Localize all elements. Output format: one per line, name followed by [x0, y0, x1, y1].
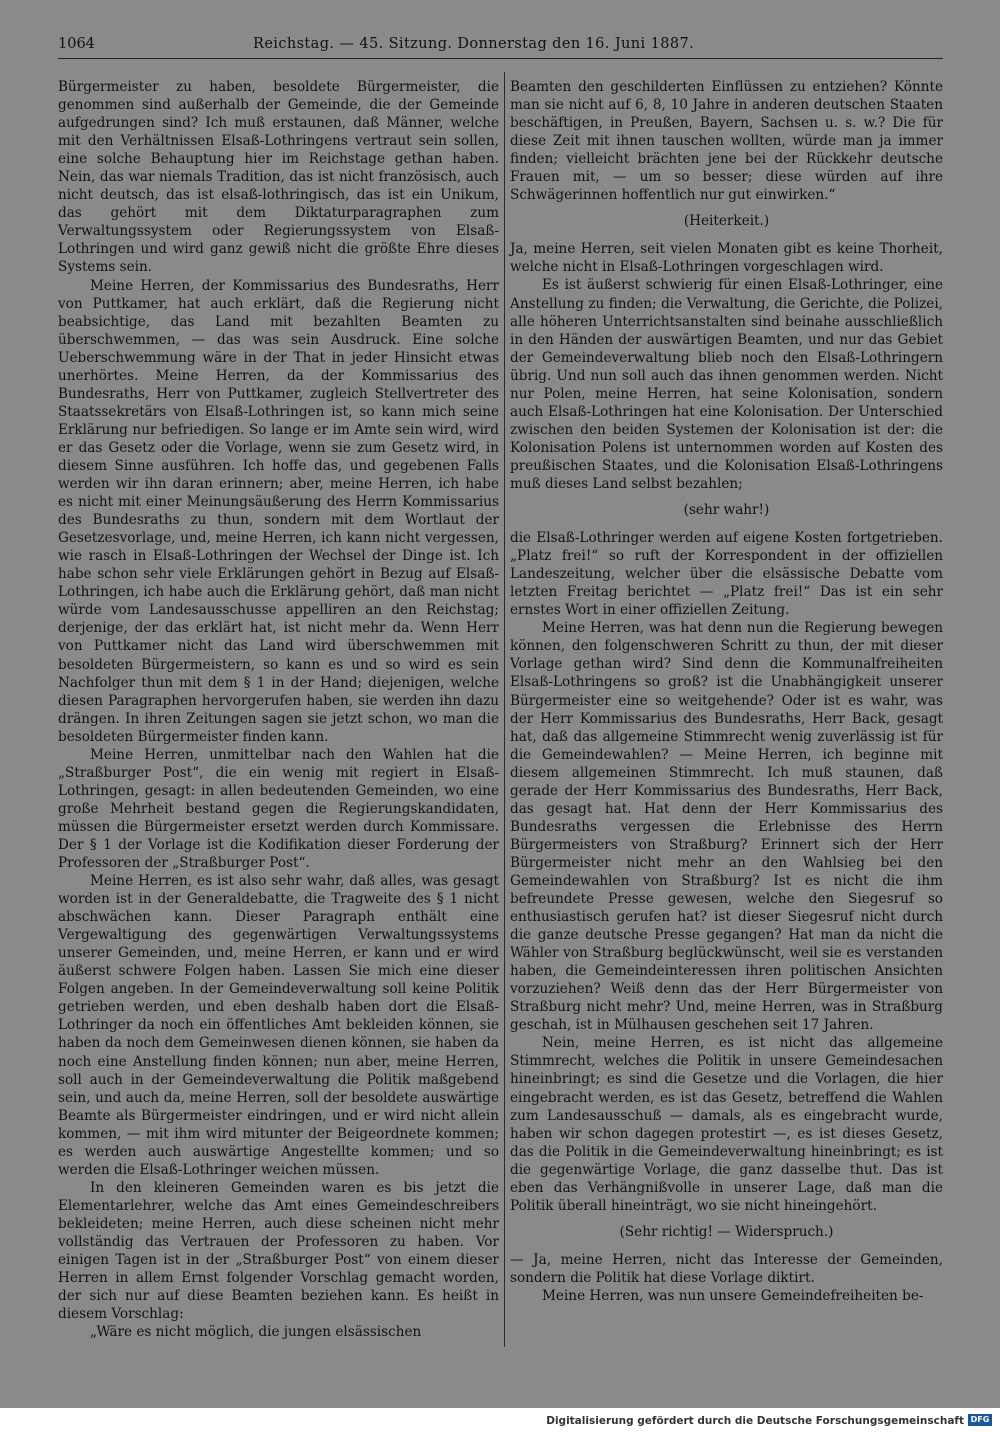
interjection: (Sehr richtig! — Widerspruch.) [619, 1223, 834, 1240]
paragraph: die Elsaß-Lothringer werden auf eigene Kosten fortgetrieben. „Platz frei!“ so ruft der Korrespondent in der offiziellen Landeszeitung, welcher über die elsässische Debatte vom letzten Freitag berichtet — „Platz frei!“ Das ist ein sehr ernstes Wort in einer offiziellen Zeitung. [510, 530, 943, 619]
paragraph: Meine Herren, der Kommissarius des Bundesraths, Herr von Puttkamer, hat auch erklärt, daß die Regierung nicht beabsichtige, das Land mit bezahlten Beamten zu überschwemmen, — das was sein Ausdruck. Eine solche Ueberschwemmung wäre in der That in jeder Hinsicht etwas unerhörtes. Meine Herren, da der Kommissarius des Bundesraths, Herr von Puttkamer, zugleich Stellvertreter des Staatssekretärs von Elsaß-Lothringen ist, so kann mich seine Erklärung nur befriedigen. So lange er im Amte sein wird, wird er das Gesetz oder die Vorlage, wenn sie zum Gesetz wird, in diesem Sinne ausführen. Ich hoffe das, und gegebenen Falls werden wir ihn daran erinnern; aber, meine Herren, ich habe es nicht mit einer Meinungsäußerung des Herrn Kommissarius des Bundesraths zu thun, sondern mit dem Wortlaut der Gesetzesvorlage, und, meine Herren, ich kann nicht vergessen, wie rasch in Elsaß-Lothringen der Wechsel der Dinge ist. Ich habe schon sehr viele Erklärungen gehört in Bezug auf Elsaß-Lothringen, ich habe auch die Erklärung gehört, daß man nicht würde vom Landesausschusse appelliren an den Reichstag; derjenige, der das erklärt hat, ist nicht mehr da. Wenn Herr von Puttkamer nicht das Land wird überschwemmen mit besoldeten Bürgermeistern, so kann es und so wird es sein Nachfolger thun mit dem § 1 in der Hand; diejenigen, welche diesen Paragraphen hervorgerufen haben, sie werden ihn dazu drängen. In ihren Zeitungen sagen sie jetzt schon, wo man die besoldeten Bürgermeister finden kann. [58, 277, 499, 745]
column-divider [504, 72, 505, 1347]
header-rule [58, 58, 943, 59]
running-title: Reichstag. — 45. Sitzung. Donnerstag den 16. Juni 1887. [253, 36, 695, 52]
interjection: (sehr wahr!) [683, 502, 770, 519]
dfg-logo-icon: DFG [968, 1414, 992, 1426]
paragraph: Meine Herren, was hat denn nun die Regierung bewegen können, den folgenschweren Schritt zu thun, der mit dieser Vorlage gethan wird? Sind denn die Kommunalfreiheiten Elsaß-Lothringens so groß? ist die Unabhängigkeit unserer Bürgermeister eine so weitgehende? Oder ist es wahr, was der Herr Kommissarius des Bundesraths, Herr Back, gesagt hat, daß das allgemeine Stimmrecht wenig zuverlässig ist für die Gemeindewahlen? — Meine Herren, ich beginne mit diesem allgemeinen Stimmrecht. Ich muß staunen, daß gerade der Herr Kommissarius des Bundesraths, Herr Back, das gesagt hat. Hat denn der Herr Kommissarius des Bundesraths vergessen die Erlebnisse des Herrn Bürgermeisters von Straßburg? Erinnert sich der Herr Bürgermeister nicht mehr an den Wahlsieg bei den Gemeindewahlen von Straßburg? Ist es nicht die ihm befreundete Presse gewesen, welche den Siegesruf so enthusiastisch gerufen hat? ist dieser Siegesruf nicht durch die ganze deutsche Presse gegangen? Hat man da nicht die Wähler von Straßburg beglückwünscht, weil sie es verstanden haben, die Gemeindeinteressen ihren politischen Ansichten vorzuziehen? Weiß denn das der Herr Bürgermeister von Straßburg nicht mehr? Und, meine Herren, was in Straßburg geschah, ist in Mülhausen geschehen seit 17 Jahren. [510, 620, 943, 1034]
paragraph: Es ist äußerst schwierig für einen Elsaß-Lothringer, eine Anstellung zu finden; die Verwaltung, die Gerichte, die Polizei, alle höheren Unterrichtsanstalten sind beinahe ausschließlich in den Händen der auswärtigen Beamten, und nur das Gebiet der Gemeindeverwaltung blieb noch den Elsaß-Lothringern übrig. Und nun soll auch das ihnen genommen werden. Nicht nur Polen, meine Herren, hat seine Kolonisation, sondern auch Elsaß-Lothringen hat eine Kolonisation. Der Unterschied zwischen den beiden Systemen der Kolonisation ist der: die Kolonisation Polens ist unternommen worden auf Kosten des preußischen Staates, und die Kolonisation Elsaß-Lothringens muß dieses Land selbst bezahlen; [510, 277, 943, 492]
paragraph: Nein, meine Herren, es ist nicht das allgemeine Stimmrecht, welches die Politik in unsere Gemeindesachen hineinbringt; es sind die Gesetze und die Vorlagen, die hier eingebracht werden, es ist das Gesetz, betreffend die Wahlen zum Landesausschuß — damals, als es eingebracht wurde, haben wir schon dagegen protestirt —, es ist dieses Gesetz, das die Politik in die Gemeindeverwaltung hineinbringt; es ist die gegenwärtige Vorlage, die ganz dasselbe thut. Das ist eben das Verhängnißvolle in unserer Lage, daß man die Politik überall hineinträgt, wo sie nicht hineingehört. [510, 1035, 943, 1214]
paragraph: Bürgermeister zu haben, besoldete Bürgermeister, die genommen sind außerhalb der Gemeinde, die der Gemeinde aufgedrungen sind? Ich muß erstaunen, daß Männer, welche mit den Verhältnissen Elsaß-Lothringens vertraut sein sollen, eine solche Behauptung hier im Reichstage gethan haben. Nein, das war niemals Tradition, das ist nicht französisch, auch nicht deutsch, das ist elsaß-lothringisch, das ist ein Unikum, das gehört mit dem Diktaturparagraphen zum Verwaltungssystem oder Regierungssystem von Elsaß-Lothringen und wird ganz gewiß nicht die größte Ehre dieses Systems sein. [58, 79, 499, 276]
paragraph: Beamten den geschilderten Einflüssen zu entziehen? Könnte man sie nicht auf 6, 8, 10 Jahre in anderen deutschen Staaten beschäftigen, in Preußen, Bayern, Sachsen u. s. w.? Die für diese Zeit mit ihnen tauschen wollten, würde man ja immer finden; vielleicht brächten jene bei der Rückkehr deutsche Frauen mit, — um so besser; diese würden auf ihre Schwägerinnen hoffentlich nur gut einwirken.“ [510, 79, 943, 204]
right-column [510, 78, 943, 1305]
paragraph: Ja, meine Herren, seit vielen Monaten gibt es keine Thorheit, welche nicht in Elsaß-Lothringen vorgeschlagen wird. [510, 241, 943, 276]
left-column [58, 78, 499, 1341]
page-header [58, 36, 943, 56]
interjection: (Heiterkeit.) [683, 213, 770, 230]
paragraph: — Ja, meine Herren, nicht das Interesse der Gemeinden, sondern die Politik hat diese Vorlage diktirt. [510, 1251, 943, 1286]
digitization-footer [0, 1408, 1000, 1432]
paragraph: Meine Herren, was nun unsere Gemeindefreiheiten be- [542, 1288, 924, 1304]
funding-notice: Digitalisierung gefördert durch die Deutsche Forschungsgemeinschaft [546, 1415, 964, 1427]
paragraph: Meine Herren, es ist also sehr wahr, daß alles, was gesagt worden ist in der Generaldebatte, die Tragweite des § 1 nicht abschwächen kann. Dieser Paragraph enthält eine Vergewaltigung des gegenwärtigen Verwaltungssystems unserer Gemeinden, und, meine Herren, er kann und er wird äußerst schwere Folgen haben. Lassen Sie mich eine dieser Folgen angeben. In der Gemeindeverwaltung soll keine Politik getrieben werden, und eben deshalb haben dort die Elsaß-Lothringer da noch ein öffentliches Amt bekleiden können, sie haben da noch dem Gemeinwesen dienen können, sie haben da noch eine Anstellung finden können; nun aber, meine Herren, soll auch in der Gemeindeverwaltung die Politik maßgebend sein, und auch da, meine Herren, soll der besoldete auswärtige Beamte als Bürgermeister eindringen, und er wird nicht allein kommen, — mit ihm wird mitunter der Beigeordnete kommen; es werden auch auswärtige Angestellte kommen; und so werden die Elsaß-Lothringer weichen müssen. [58, 873, 499, 1178]
paragraph: In den kleineren Gemeinden waren es bis jetzt die Elementarlehrer, welche das Amt eines Gemeindeschreibers bekleideten; meine Herren, auch diese scheinen nicht mehr vollständig das Vertrauen der Professoren zu haben. Vor einigen Tagen ist in der „Straßburger Post“ von einem dieser Herren in allem Ernst folgender Vorschlag gemacht worden, der sich nur auf diese Beamten beziehen kann. Es heißt in diesem Vorschlag: [58, 1179, 499, 1323]
paragraph: Meine Herren, unmittelbar nach den Wahlen hat die „Straßburger Post“, die ein wenig mit regiert in Elsaß-Lothringen, gesagt: in allen bedeutenden Gemeinden, wo eine große Mehrheit bestand gegen die Regierungskandidaten, müssen die Bürgermeister ersetzt werden durch Kommissare. Der § 1 der Vorlage ist die Kodifikation dieser Forderung der Professoren der „Straßburger Post“. [58, 746, 499, 872]
page-number: 1064 [58, 36, 95, 52]
paragraph: „Wäre es nicht möglich, die jungen elsässischen [90, 1324, 422, 1341]
